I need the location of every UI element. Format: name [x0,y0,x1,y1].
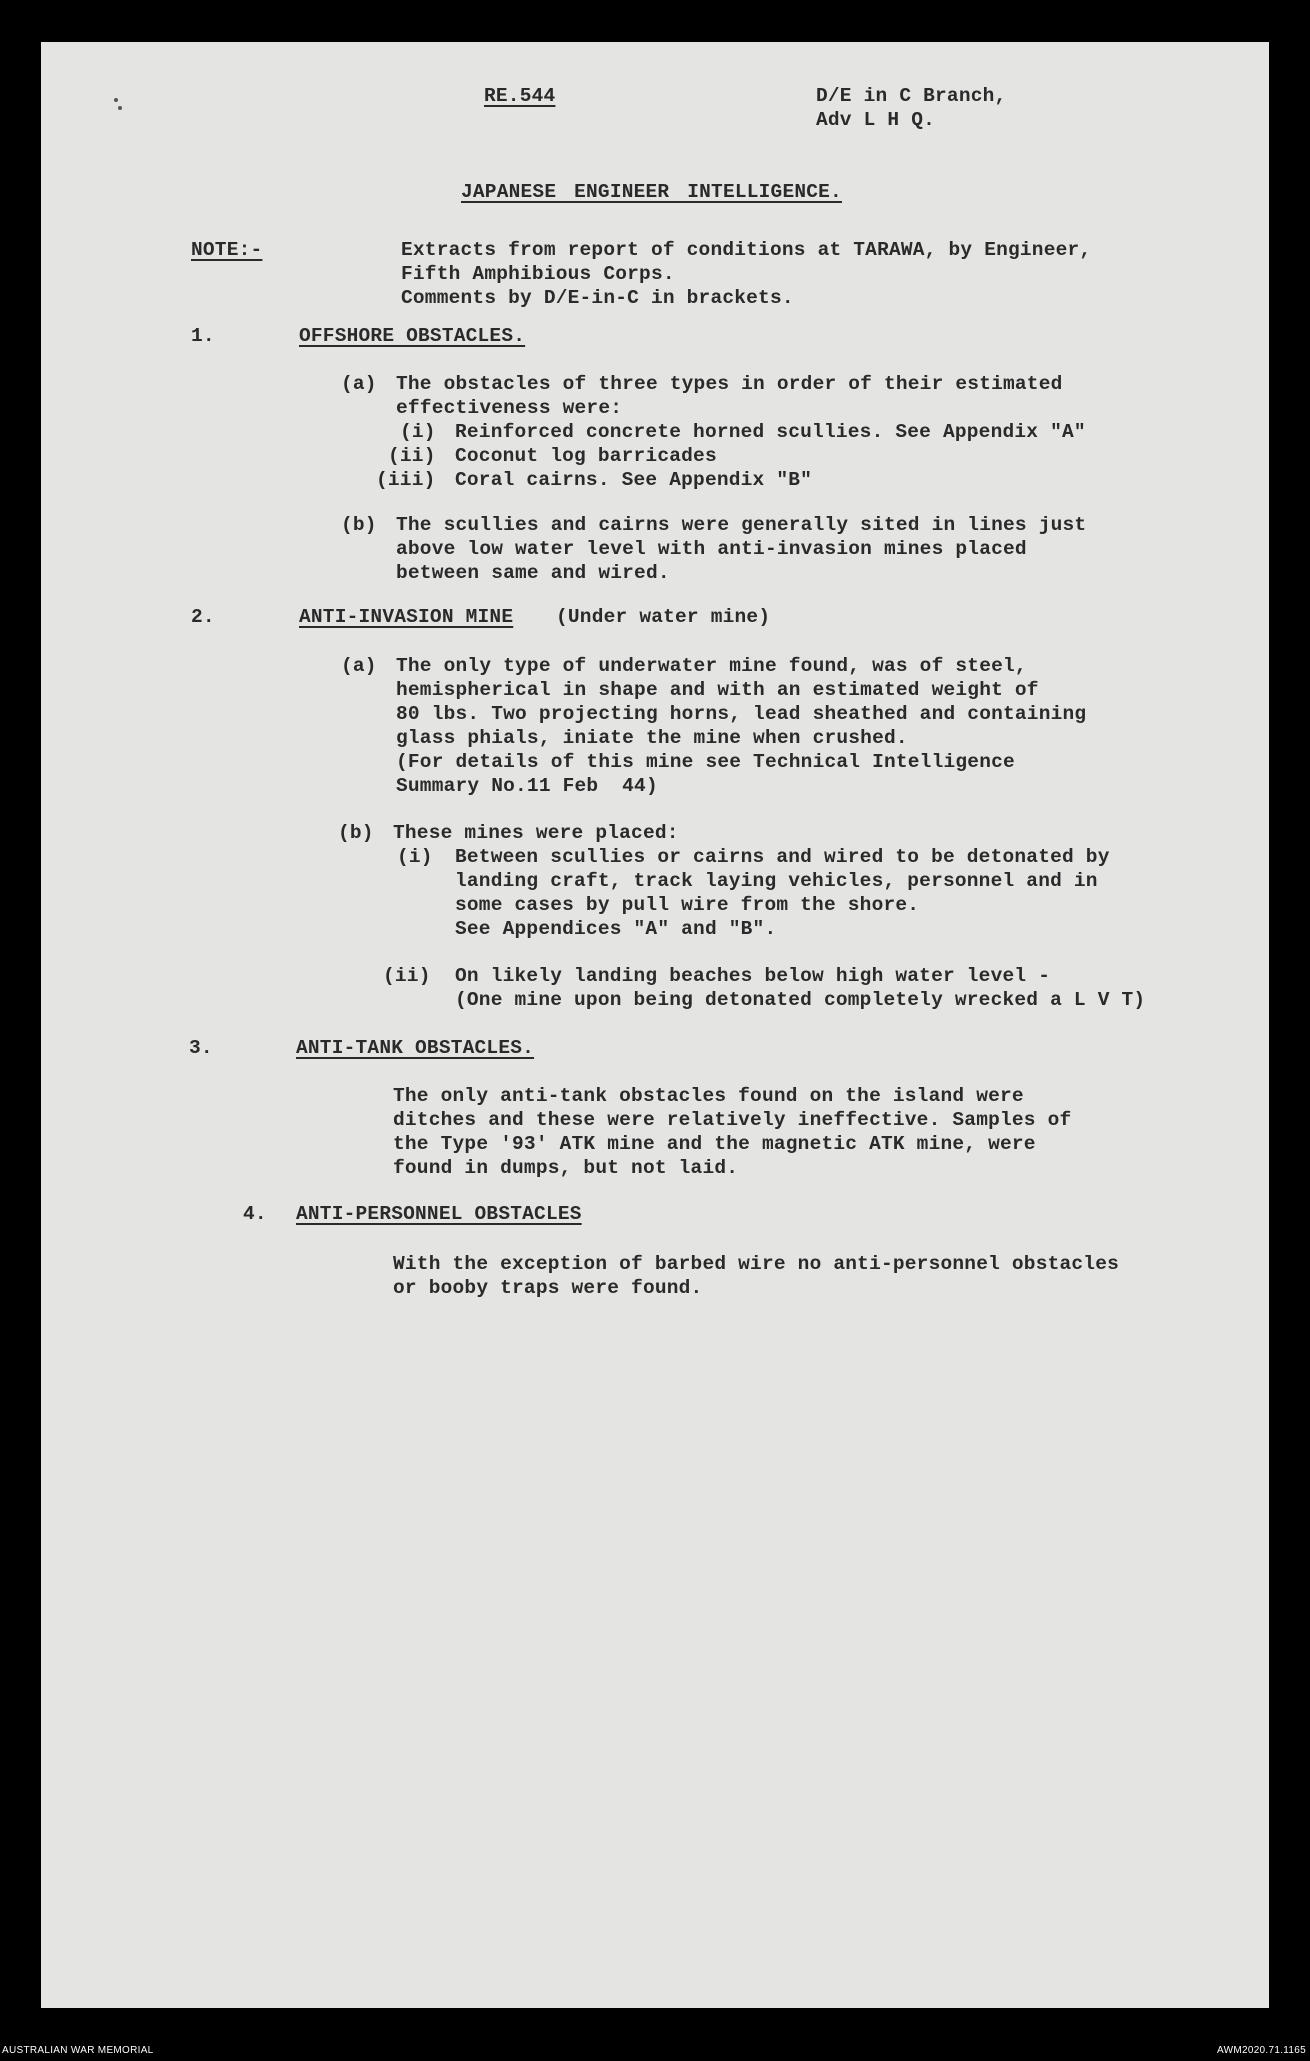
clause-line: effectiveness were: [396,397,623,419]
item-line: On likely landing beaches below high water level - [455,965,1051,987]
clause-line: between same and wired. [396,562,670,584]
section-line: found in dumps, but not laid. [393,1157,739,1179]
note-label: NOTE:- [191,239,263,261]
section-line: or booby traps were found. [393,1277,703,1299]
footer-accession-number: AWM2020.71.1165 [1217,2045,1306,2056]
clause-label: (a) [341,373,377,395]
item-line: See Appendices "A" and "B". [455,918,777,940]
clause-line: above low water level with anti-invasion mines placed [396,538,1027,560]
clause-label: (b) [338,822,374,844]
item-line: landing craft, track laying vehicles, personnel and in [455,870,1098,892]
clause-line: 80 lbs. Two projecting horns, lead sheathed and containing [396,703,1087,725]
clause-line: glass phials, iniate the mine when crushed. [396,727,908,749]
footer-source: AUSTRALIAN WAR MEMORIAL [2,2045,154,2056]
section-number: 3. [189,1037,213,1059]
clause-label: (b) [341,514,377,536]
clause-line: These mines were placed: [393,822,679,844]
addressee-line-2: Adv L H Q. [816,109,936,131]
item-text: Reinforced concrete horned scullies. See Appendix "A" [455,421,1086,443]
margin-mark [118,106,122,110]
clause-line: The obstacles of three types in order of their estimated [396,373,1063,395]
item-label: (ii) [383,965,431,987]
item-line: (One mine upon being detonated completely wrecked a L V T) [455,989,1146,1011]
clause-label: (a) [341,655,377,677]
item-label: (i) [400,421,436,443]
clause-line: The only type of underwater mine found, was of steel, [396,655,1027,677]
item-text: Coral cairns. See Appendix "B" [455,469,813,491]
document-title: JAPANESE ENGINEER INTELLIGENCE. [461,181,842,203]
item-label: (ii) [388,445,436,467]
section-number: 1. [191,325,215,347]
margin-mark [114,98,118,102]
section-line: With the exception of barbed wire no anti-personnel obstacles [393,1253,1120,1275]
section-heading: ANTI-PERSONNEL OBSTACLES [296,1203,582,1225]
section-heading: OFFSHORE OBSTACLES. [299,325,526,347]
item-line: Between scullies or cairns and wired to be detonated by [455,846,1110,868]
note-line: Fifth Amphibious Corps. [401,263,675,285]
item-label: (i) [397,846,433,868]
note-line: Extracts from report of conditions at TARAWA, by Engineer, [401,239,1092,261]
section-line: the Type '93' ATK mine and the magnetic ATK mine, were [393,1133,1036,1155]
section-heading: ANTI-TANK OBSTACLES. [296,1037,535,1059]
document-page [41,42,1269,2008]
clause-line: hemispherical in shape and with an estimated weight of [396,679,1039,701]
section-heading-note: (Under water mine) [556,606,771,628]
section-number: 4. [243,1203,267,1225]
section-heading: ANTI-INVASION MINE [299,606,514,628]
item-text: Coconut log barricades [455,445,717,467]
clause-line: Summary No.11 Feb 44) [396,775,658,797]
note-line: Comments by D/E-in-C in brackets. [401,287,794,309]
item-line: some cases by pull wire from the shore. [455,894,920,916]
item-label: (iii) [376,469,436,491]
clause-line: The scullies and cairns were generally sited in lines just [396,514,1087,536]
addressee-line-1: D/E in C Branch, [816,85,1007,107]
reference-number: RE.544 [484,85,556,107]
section-number: 2. [191,606,215,628]
clause-line: (For details of this mine see Technical Intelligence [396,751,1015,773]
section-line: The only anti-tank obstacles found on the island were [393,1085,1024,1107]
section-line: ditches and these were relatively ineffective. Samples of [393,1109,1072,1131]
